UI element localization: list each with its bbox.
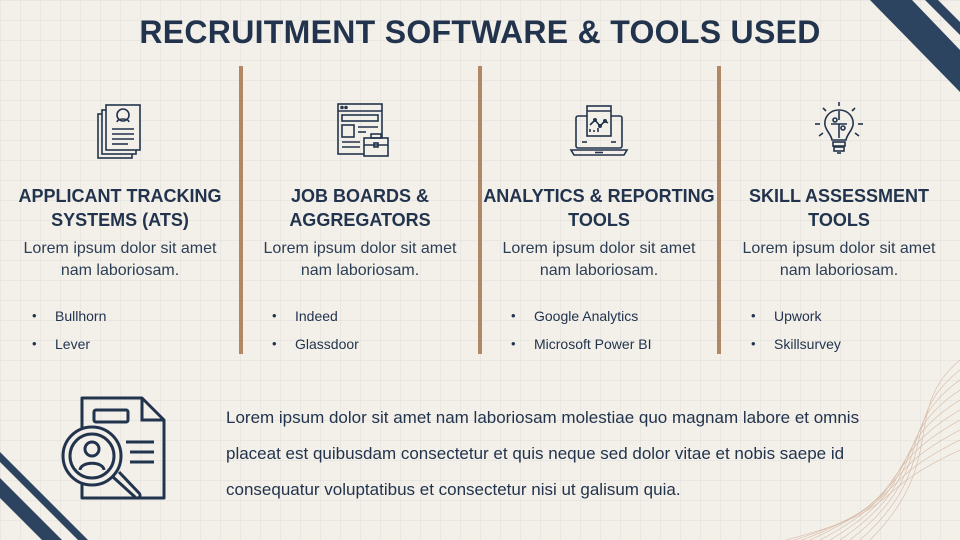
category-description: Lorem ipsum dolor sit amet nam laboriosam. (742, 240, 936, 279)
category-heading: APPLICANT TRACKING SYSTEMS (ATS) (18, 186, 222, 230)
job-board-briefcase-icon (330, 100, 390, 160)
category-description: Lorem ipsum dolor sit amet nam laboriosam. (263, 240, 457, 279)
page-title: RECRUITMENT SOFTWARE & TOOLS USED (139, 14, 821, 50)
resume-documents-icon (90, 100, 150, 160)
list-item: • Skillsurvey (749, 330, 959, 358)
list-item: • Google Analytics (509, 302, 719, 330)
tool-list (719, 302, 959, 358)
lightbulb-puzzle-icon (809, 100, 869, 160)
category-description: Lorem ipsum dolor sit amet nam laboriosam. (502, 240, 696, 279)
category-heading: ANALYTICS & REPORTING TOOLS (483, 186, 715, 230)
tool-list (240, 302, 480, 358)
list-item: • Indeed (270, 302, 480, 330)
tool-list (479, 302, 719, 358)
tool-category-analytics (479, 100, 719, 360)
category-heading: JOB BOARDS & AGGREGATORS (289, 186, 431, 230)
analytics-laptop-icon (569, 100, 629, 160)
tool-category-job-boards (240, 100, 480, 360)
category-heading: SKILL ASSESSMENT TOOLS (748, 186, 930, 230)
list-item: • Glassdoor (270, 330, 480, 358)
tool-list (0, 302, 240, 358)
list-item: • Upwork (749, 302, 959, 330)
candidate-search-document-icon (58, 394, 168, 504)
list-item: • Lever (30, 330, 240, 358)
list-item: • Microsoft Power BI (509, 330, 719, 358)
tool-category-ats (0, 100, 240, 360)
tool-category-skill-assessment (719, 100, 959, 360)
list-item: • Bullhorn (30, 302, 240, 330)
category-description: Lorem ipsum dolor sit amet nam laboriosam. (23, 240, 217, 279)
summary-paragraph: Lorem ipsum dolor sit amet nam laboriosam molestiae quo magnam labore et omnis placeat est quibusdam consectetur et quis neque sed dolor vitae et nobis saepe id consequatur voluptatibus et consectetur nisi ut galisum quia. (226, 408, 860, 499)
